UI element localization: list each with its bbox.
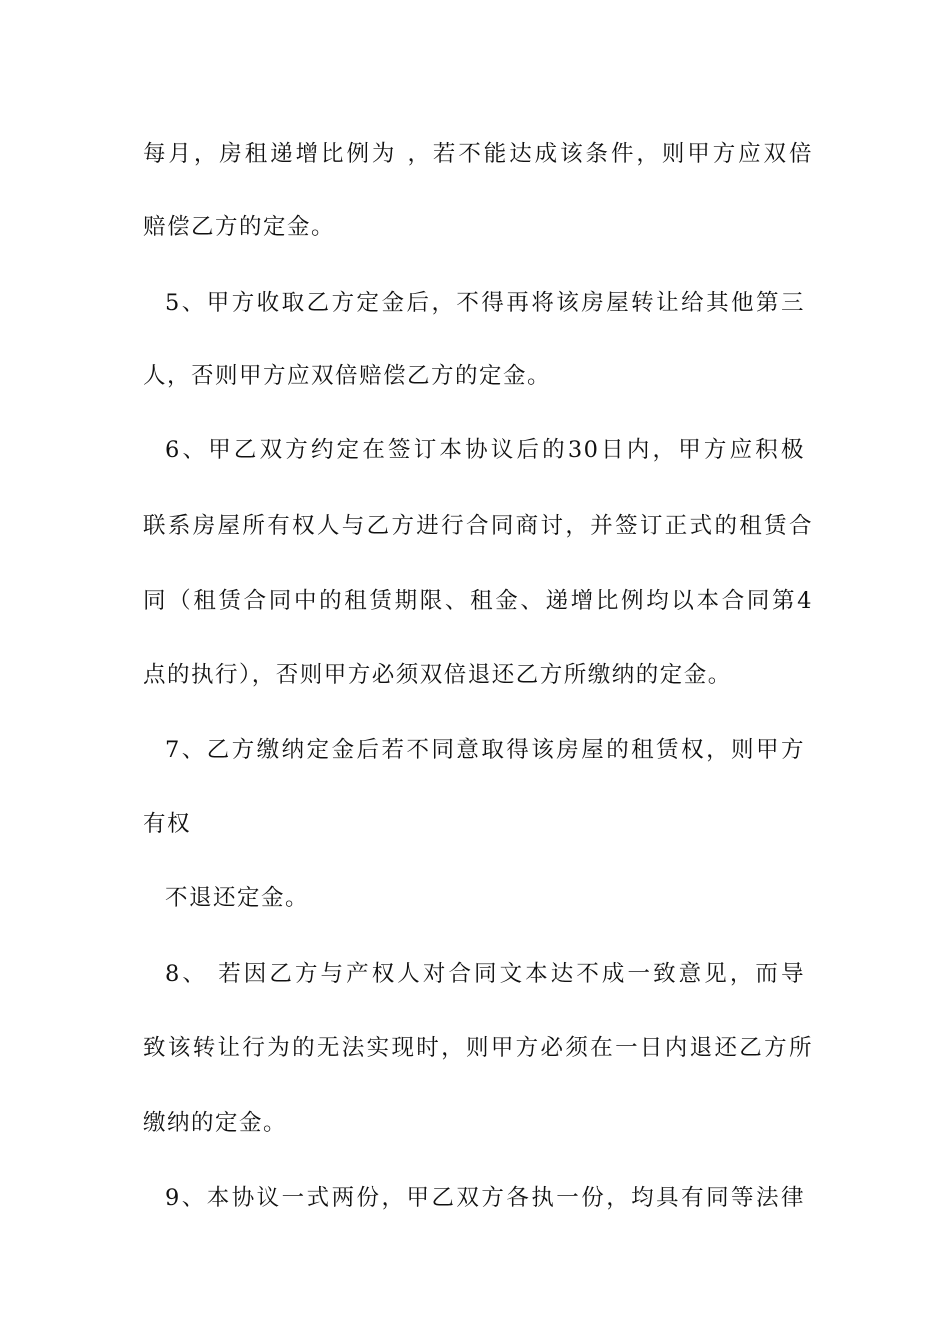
clause-9-line-1: 9、本协议一式两份，甲乙双方各执一份，均具有同等法律 [165, 1185, 805, 1211]
clause-7-line-2: 有权 [143, 811, 192, 837]
clause-6-line-4: 点的执行），否则甲方必须双倍退还乙方所缴纳的定金。 [143, 662, 732, 688]
clause-6-line-1: 6、甲乙双方约定在签订本协议后的30日内，甲方应积极 [165, 437, 805, 463]
clause-8-line-1: 8、 若因乙方与产权人对合同文本达不成一致意见，而导 [165, 961, 805, 987]
clause-7-line-1: 7、乙方缴纳定金后若不同意取得该房屋的租赁权，则甲方 [165, 737, 805, 763]
clause-7-line-3: 不退还定金。 [165, 885, 310, 911]
clause-8-line-2: 致该转让行为的无法实现时，则甲方必须在一日内退还乙方所 [143, 1035, 813, 1061]
clause-5-line-1: 5、甲方收取乙方定金后，不得再将该房屋转让给其他第三 [165, 290, 805, 316]
clause-6-line-3: 同（租赁合同中的租赁期限、租金、递增比例均以本合同第4 [143, 588, 813, 614]
clause-5-line-2: 人，否则甲方应双倍赔偿乙方的定金。 [143, 363, 552, 389]
clause-8-line-3: 缴纳的定金。 [143, 1110, 288, 1136]
paragraph-line-2: 赔偿乙方的定金。 [143, 214, 336, 240]
clause-6-line-2: 联系房屋所有权人与乙方进行合同商讨，并签订正式的租赁合 [143, 513, 813, 539]
paragraph-line-1: 每月，房租递增比例为 ，若不能达成该条件，则甲方应双倍 [143, 141, 813, 167]
